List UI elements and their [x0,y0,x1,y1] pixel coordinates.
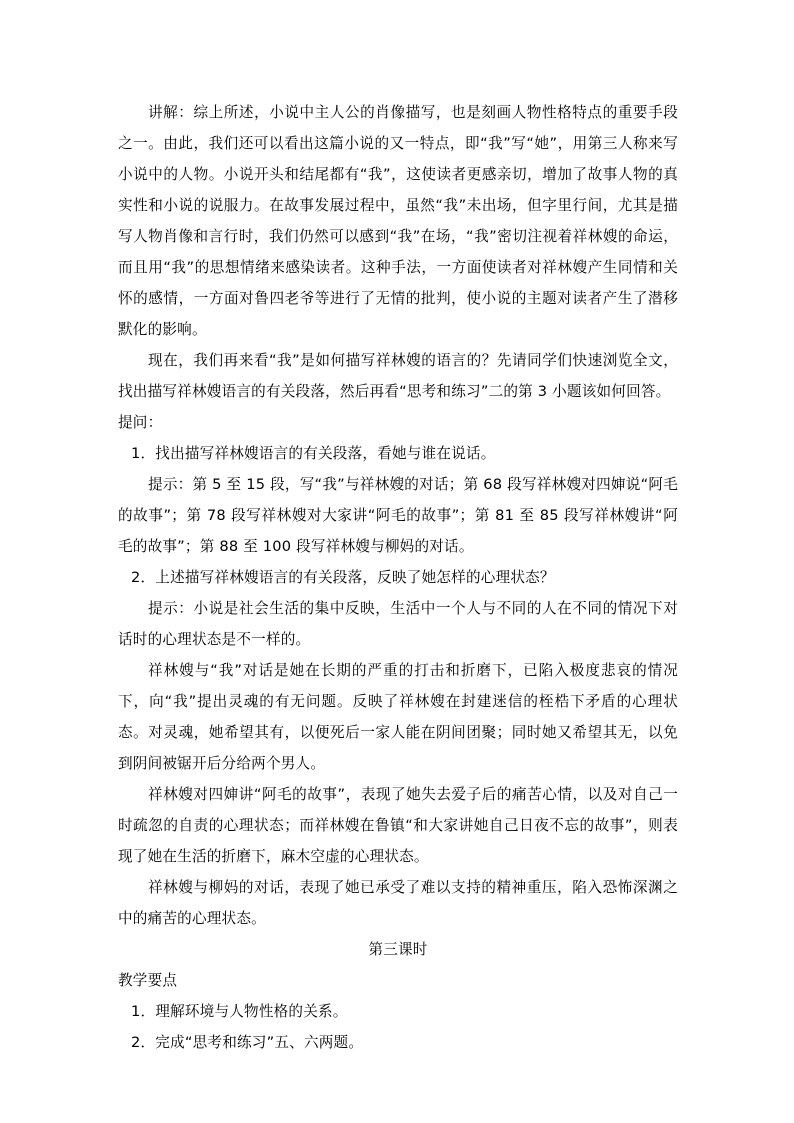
paragraph-dialogue-with-me: 祥林嫂与“我”对话是她在长期的严重的打击和折磨下，已陷入极度悲哀的情况下，向“我”提出灵魂的有无问题。反映了祥林嫂在封建迷信的桎梏下矛盾的心理状态。对灵魂，她希望其有，以便死后一家人能在阴间团聚；同时她又希望其无，以免到阴间被锯开后分给两个男人。 [118,662,678,772]
question-2: 2．上述描写祥林嫂语言的有关段落，反映了她怎样的心理状态？ [131,569,555,586]
paragraph-explanation: 讲解：综上所述，小说中主人公的肖像描写，也是刻画人物性格特点的重要手段之一。由此，我们还可以看出这篇小说的又一特点，即“我”写“她”，用第三人称来写小说中的人物。小说开头和结尾都有“我”，这使读者更感亲切，增加了故事人物的真实性和小说的说服力。在故事发展过程中，虽然“我”未出场，但字里行间，尤其是描写人物肖像和言行时，我们仍然可以感到“我”在场，“我”密切注视着祥林嫂的命运，而且用“我”的思想情绪来感染读者。这种手法，一方面使读者对祥林嫂产生同情和关怀的感情，一方面对鲁四老爷等进行了无情的批判，使小说的主题对读者产生了潜移默化的影响。 [118,104,678,338]
hint-1: 提示：第 5 至 15 段，写“我”与祥林嫂的对话；第 68 段写祥林嫂对四婶说“阿毛的故事”；第 78 段写祥林嫂对大家讲“阿毛的故事”；第 81 至 85 段写祥林嫂讲“阿毛的故事”；第 88 至 100 段写祥林嫂与柳妈的对话。 [118,476,678,555]
question-1: 1．找出描写祥林嫂语言的有关段落，看她与谁在说话。 [131,445,496,462]
paragraph-language-intro: 现在，我们再来看“我”是如何描写祥林嫂的语言的？先请同学们快速浏览全文，找出描写祥林嫂语言的有关段落，然后再看“思考和练习”二的第 3 小题该如何回答。 [118,352,678,400]
teaching-points-heading: 教学要点 [118,972,178,989]
teaching-point-1: 1．理解环境与人物性格的关系。 [131,1003,348,1020]
section-title-third-lesson: 第三课时 [368,941,428,958]
teaching-point-2: 2．完成“思考和练习”五、六两题。 [131,1034,364,1051]
paragraph-amao-story: 祥林嫂对四婶讲“阿毛的故事”，表现了她失去爱子后的痛苦心情，以及对自己一时疏忽的自责的心理状态；而祥林嫂在鲁镇“和大家讲她自己日夜不忘的故事”，则表现了她在生活的折磨下，麻木空虚的心理状态。 [118,786,678,865]
document-body [118,97,678,1058]
paragraph-liuma-dialogue: 祥林嫂与柳妈的对话，表现了她已承受了难以支持的精神重压，陷入恐怖深渊之中的痛苦的心理状态。 [118,879,678,927]
hint-2: 提示：小说是社会生活的集中反映，生活中一个人与不同的人在不同的情况下对话时的心理状态是不一样的。 [118,600,678,648]
question-heading: 提问： [118,414,163,431]
